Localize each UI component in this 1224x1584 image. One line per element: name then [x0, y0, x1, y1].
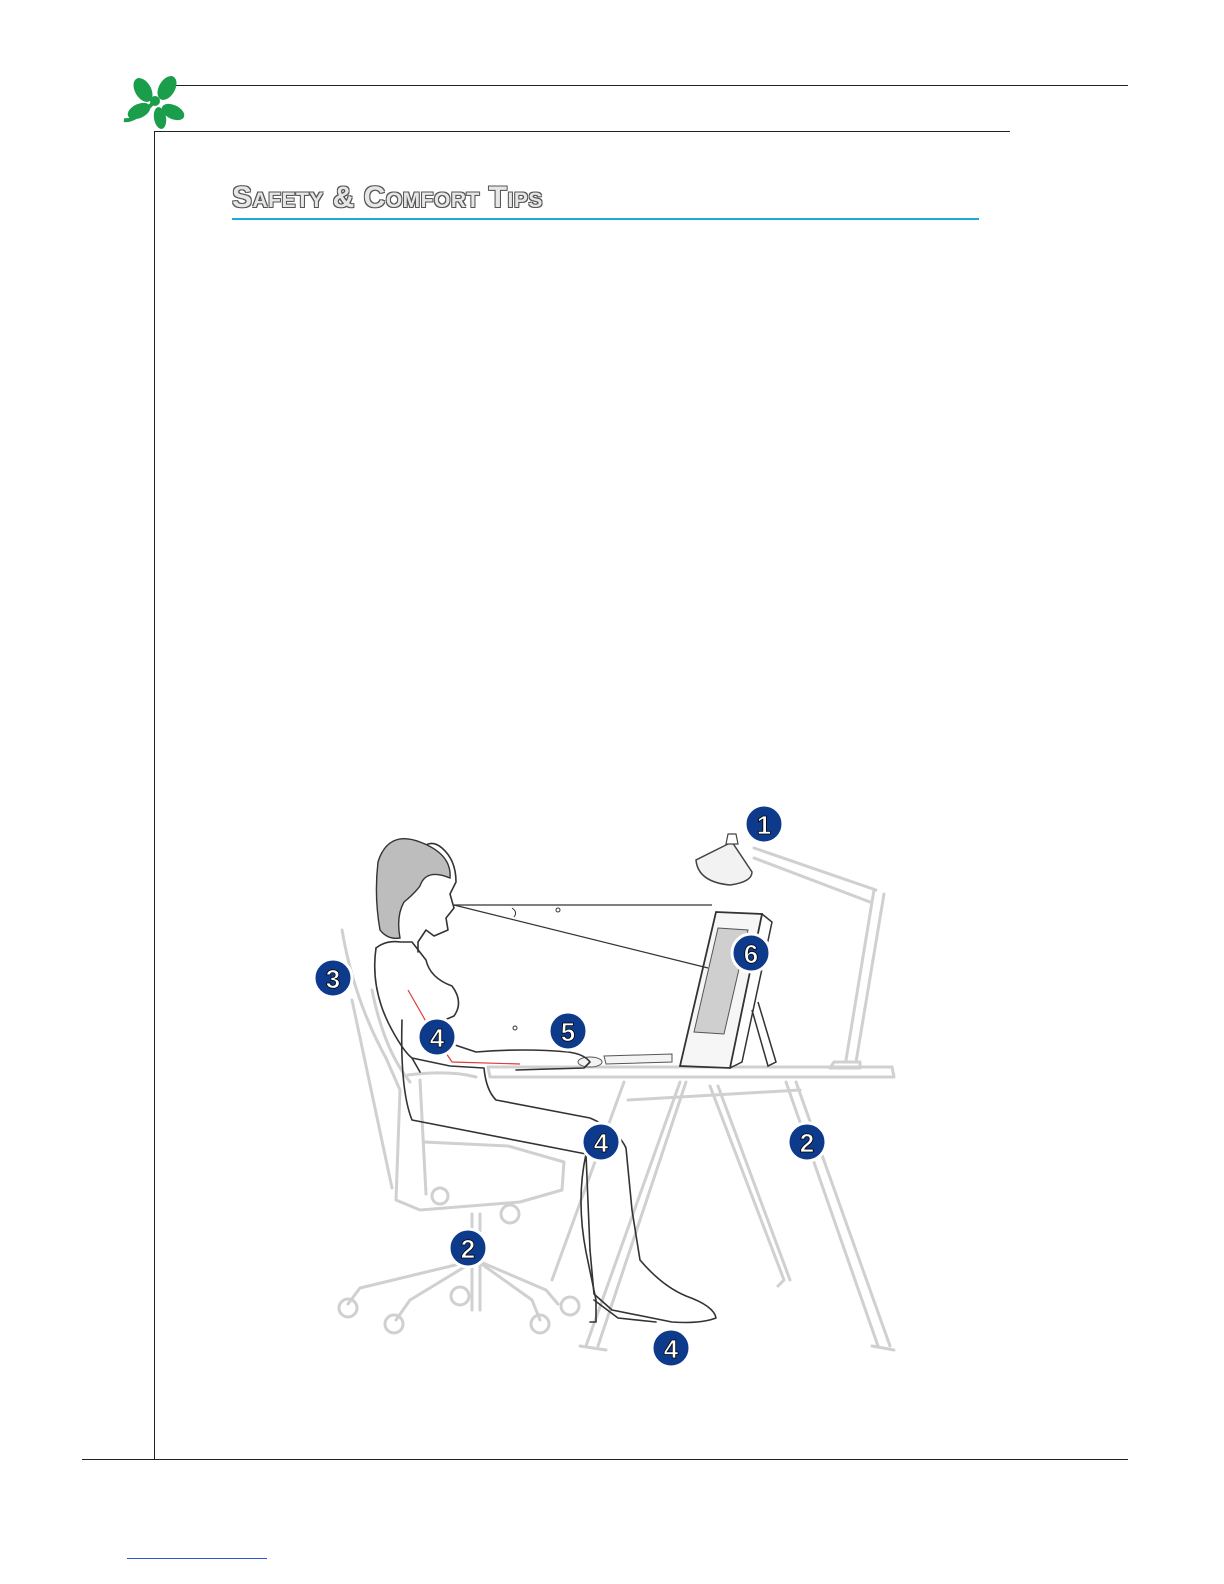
svg-text:2: 2: [799, 1128, 815, 1158]
svg-text:3: 3: [325, 964, 341, 994]
title-underline: [232, 218, 979, 220]
ergonomic-workstation-illustration: [300, 790, 920, 1380]
callout-badge-4a: [418, 1018, 456, 1056]
callout-badge-3: [314, 959, 352, 997]
svg-text:4: 4: [663, 1334, 679, 1364]
callout-badge-4c: [652, 1329, 690, 1367]
section-title: Safety & Comfort Tips: [232, 181, 543, 214]
clover-logo-icon: [122, 74, 188, 130]
footer-rule: [82, 1459, 1128, 1460]
svg-text:4: 4: [593, 1128, 609, 1158]
svg-text:6: 6: [743, 939, 759, 969]
callout-badge-1: [745, 805, 783, 843]
svg-text:4: 4: [429, 1023, 445, 1053]
svg-text:5: 5: [560, 1017, 576, 1047]
callout-badge-4b: [582, 1123, 620, 1161]
header-rule: [168, 85, 1128, 86]
callout-badge-6: [732, 934, 770, 972]
callout-badge-2b: [449, 1229, 487, 1267]
footer-link-underline[interactable]: [127, 1558, 267, 1559]
svg-text:1: 1: [756, 810, 772, 840]
callout-badge-5: [549, 1012, 587, 1050]
svg-text:2: 2: [460, 1234, 476, 1264]
frame-top-rule: [154, 131, 1010, 132]
callout-badge-2a: [788, 1123, 826, 1161]
frame-left-rule: [154, 131, 155, 1460]
